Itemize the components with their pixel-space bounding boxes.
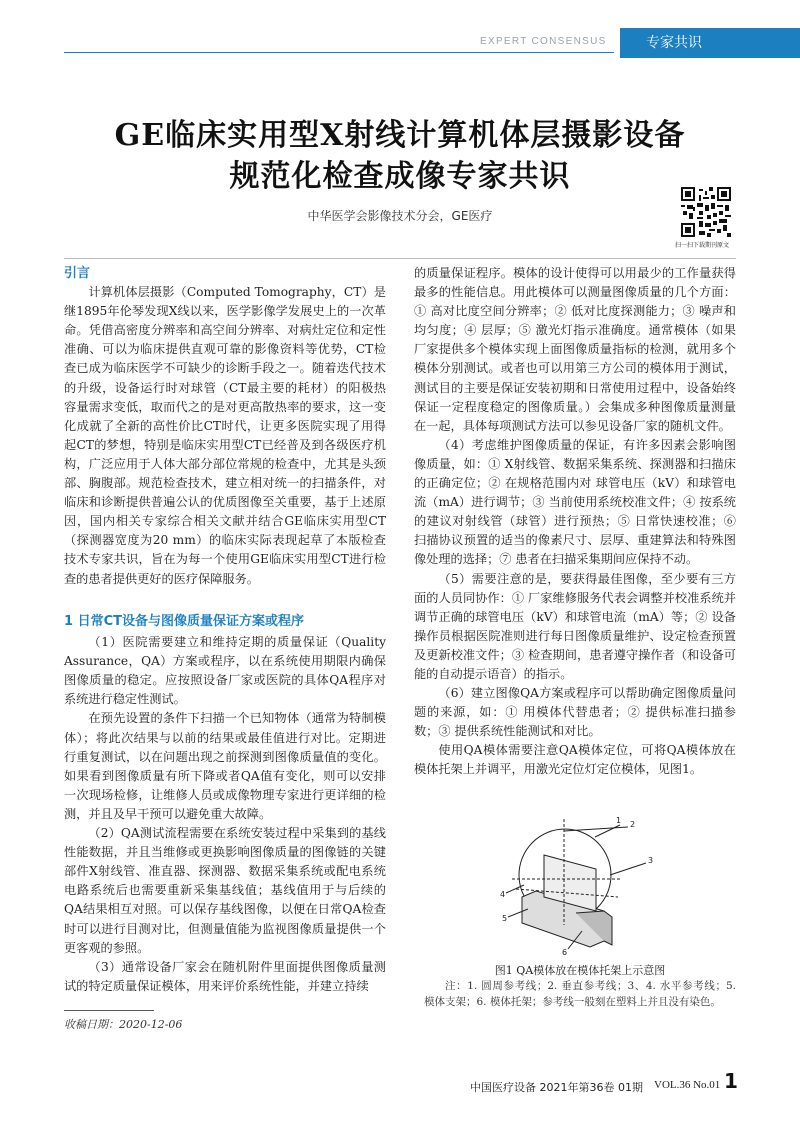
right-paragraph-5: 使用QA模体需要注意QA模体定位，可将QA模体放在模体托架上并调平，用激光定位灯定位模体，见图1。 bbox=[414, 743, 736, 777]
right-paragraph-4: （6）建立图像QA方案或程序可以帮助确定图像质量问题的来源，如：① 用模体代替患者；② 提供标准扫描参数；③ 提供系统性能测试和对比。 bbox=[414, 686, 736, 739]
qr-code-icon[interactable] bbox=[681, 187, 731, 237]
left-column-section1 bbox=[64, 612, 386, 996]
figure-label-1: 1 bbox=[616, 816, 622, 825]
leader-3 bbox=[610, 863, 646, 875]
section1-paragraph-2: 在预先设置的条件下扫描一个已知物体（通常为特制模体）；将此次结果与以前的结果或最佳值进行对比。定期进行重复测试，以在问题出现之前探测到图像质量值的变化。如果看到图像质量有所下降或者QA值有变化，则可以安排一次现场检修，让维修人员或成像物理专家进行更详细的检测，并且及早干预可以避免重大故障。 bbox=[64, 711, 386, 821]
header-section-en: EXPERT CONSENSUS bbox=[480, 36, 607, 47]
section1-paragraph-1: （1）医院需要建立和维持定期的质量保证（Quality Assurance，QA）方案或程序，以在系统使用期限内确保图像质量的稳定。应按照设备厂家或医院的具体QA程序对系统进行稳定性测试。 bbox=[64, 635, 386, 707]
title-separator bbox=[64, 258, 736, 259]
leader-2 bbox=[564, 827, 628, 831]
section1-paragraph-3: （2）QA测试流程需要在系统安装过程中采集到的基线性能数据，并且当维修或更换影响图像质量的图像链的关键部件X射线管、准直器、探测器、数据采集系统或配电系统电路系统后也需要重新采集基线值；基线值用于与后续的QA结果相互对照。可以保存基线图像，以便在日常QA检查时可以进行目测对比，但测量值能为监视图像质量提供一个更客观的参照。 bbox=[64, 826, 386, 955]
article-title-line1: GE临床实用型X射线计算机体层摄影设备 bbox=[114, 118, 686, 153]
footer-volume: VOL.36 No.01 bbox=[654, 1079, 721, 1091]
header-section-tab: 专家共识 bbox=[620, 28, 800, 58]
received-date: 收稿日期：2020-12-06 bbox=[64, 1018, 183, 1031]
qr-caption: 扫一扫下载期刊原文 bbox=[675, 242, 730, 249]
article-title-line2: 规范化检查成像专家共识 bbox=[229, 159, 571, 194]
figure-label-3: 3 bbox=[648, 856, 654, 865]
section1-heading: 1 日常CT设备与图像质量保证方案或程序 bbox=[64, 614, 304, 629]
right-paragraph-2: （4）考虑维护图像质量的保证，有许多因素会影响图像质量，如：① X射线管、数据采集系统、探测器和扫描床的正确定位；② 在规格范围内对 球管电压（kV）和球管电流（mA）进行调节；③ 当前使用系统校准文件；④ 按系统的建议对射线管（球管）进行预热；⑤ 日常快速校准；⑥ 扫描协议预置的适当的像素尺寸、层厚、重建算法和特殊图像处理的选择；⑦ 患者在扫描采集期间应保持不动。 bbox=[414, 437, 736, 567]
authors: 中华医学会影像技术分会，GE医疗 bbox=[307, 209, 493, 223]
figure-label-2: 2 bbox=[630, 820, 636, 829]
intro-paragraph: 计算机体层摄影（Computed Tomography，CT）是继1895年伦琴发现X线以来，医学影像学发展史上的一次革命。凭借高密度分辨率和高空间分辨率、对病灶定位和定性准确、可以为临床提供直观可靠的影像资料等优势，CT检查已成为临床医学不可缺少的诊断手段之一。随着迭代技术的升级，设备运行时对球管（CT最主要的耗材）的阳极热容量需求变低，取而代之的是对更高散热率的要求，这一变化成就了全新的高性价比CT时代，让更多医院实现了用得起CT的梦想，特别是临床实用型CT已经普及到各级医疗机构，广泛应用于人体大部分部位常规的检查中，尤其是头颈部、胸腹部。规范检查技术，建立相对统一的扫描条件，对临床和诊断提供普遍公认的优质图像至关重要，基于上述原因，国内相关专家综合相关文献并结合GE临床实用型CT（探测器宽度为20 mm）的临床实际表现起草了本版检查技术专家共识，旨在为每一个使用GE临床实用型CT进行检查的患者提供更好的医疗保障服务。 bbox=[64, 285, 386, 586]
left-column bbox=[64, 264, 386, 589]
right-paragraph-1: 的质量保证程序。模体的设计使得可以用最少的工作量获得最多的性能信息。用此模体可以测量图像质量的几个方面：① 高对比度空间分辨率；② 低对比度探测能力；③ 噪声和均匀度；④ 层厚；⑤ 激光灯指示准确度。通常模体（如果厂家提供多个模体实现上面图像质量指标的检测，就用多个模体分别测试。或者也可以用第三方公司的模体用于测试，测试目的主要是保证安装初期和日常使用过程中，设备始终保证一定程度稳定的图像质量。）会集成多种图像质量测量在一起，具体每项测试方法可以参见设备厂家的随机文件。 bbox=[414, 266, 736, 433]
figure-label-5: 5 bbox=[502, 914, 508, 923]
figure-1-note: 注：1. 圆周参考线；2. 垂直参考线；3、4. 水平参考线；5. 模体支架；6. 模体托架；参考线一般刻在塑料上并且没有染色。 bbox=[424, 980, 736, 1008]
header-rule bbox=[64, 52, 614, 53]
figure-1-qa-phantom-diagram bbox=[500, 815, 660, 955]
figure-label-6: 6 bbox=[562, 948, 568, 955]
right-column bbox=[414, 264, 736, 780]
footnote-rule bbox=[64, 1010, 154, 1011]
section1-paragraph-4: （3）通常设备厂家会在随机附件里面提供图像质量测试的特定质量保证模体，用来评价系统性能，并建立持续 bbox=[64, 959, 386, 993]
right-paragraph-3: （5）需要注意的是，要获得最佳图像，至少要有三方面的人员同协作：① 厂家维修服务代表会调整并校准系统并调节正确的球管电压（kV）和球管电流（mA）等；② 设备操作员根据医院准则进行每日图像质量维护、设定检查预置及更新校准文件；③ 检查期间，患者遵守操作者（和设备可能的自动提示语音）的指示。 bbox=[414, 571, 736, 681]
footer-journal: 中国医疗设备 2021年第36卷 01期 bbox=[470, 1081, 643, 1094]
figure-1-caption: 图1 QA模体放在模体托架上示意图 bbox=[494, 964, 666, 977]
leader-1 bbox=[595, 825, 620, 837]
page-number: 1 bbox=[724, 1069, 738, 1093]
figure-label-4: 4 bbox=[500, 890, 506, 899]
intro-heading: 引言 bbox=[64, 266, 91, 281]
